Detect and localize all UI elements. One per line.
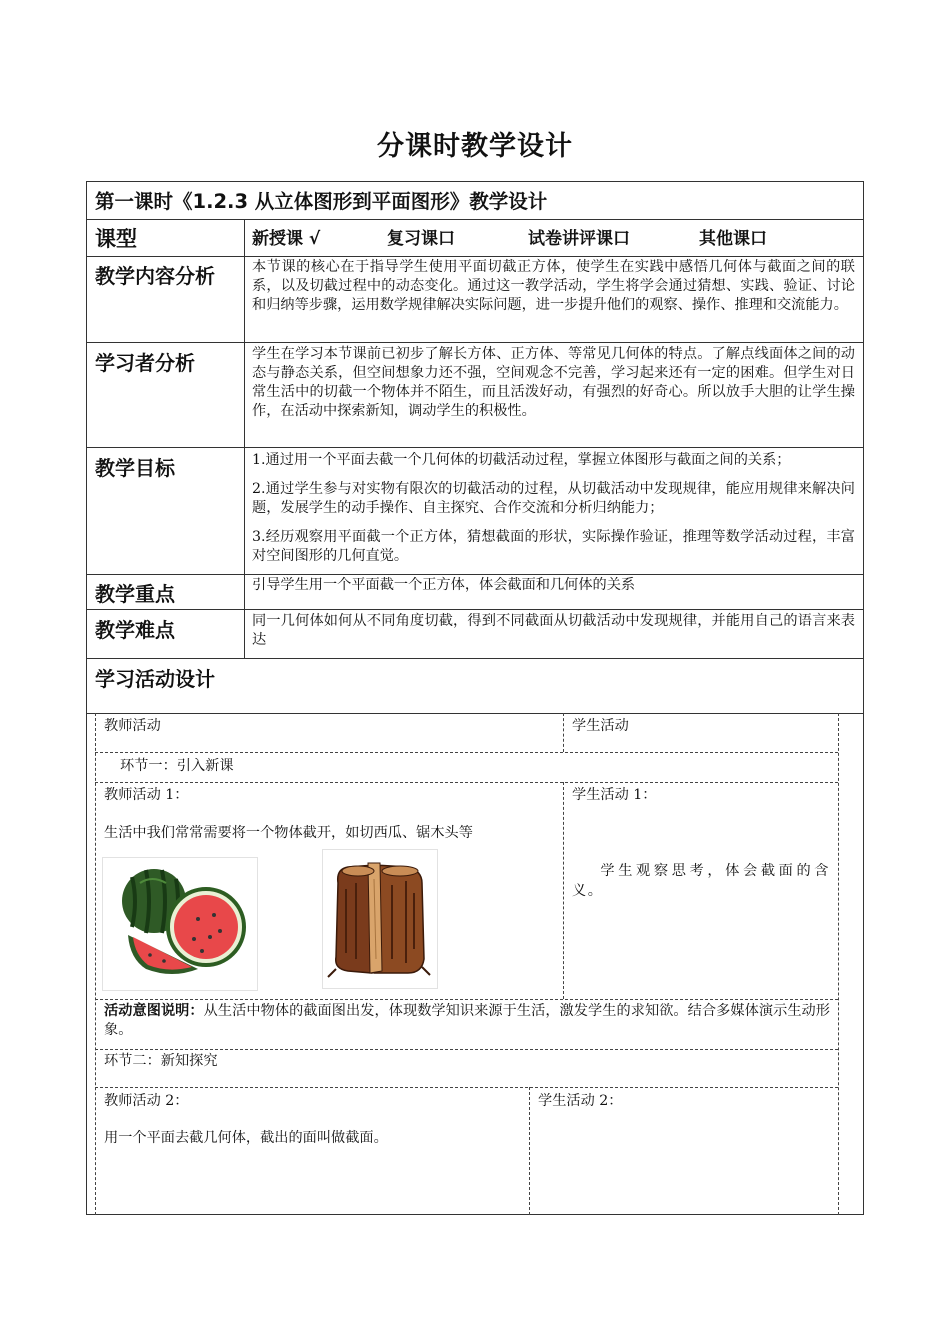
intent-label: 活动意图说明：: [104, 1003, 204, 1019]
activity-intent-note: [104, 1002, 830, 1040]
teacher-activity-1-text: 生活中我们常常需要将一个物体截开，如切西瓜、锯木头等: [104, 825, 473, 841]
dashed-rule: [95, 999, 838, 1000]
dashed-rule: [563, 782, 564, 999]
row-divider: [86, 447, 864, 448]
learner-analysis-label: 学习者分析: [95, 351, 195, 375]
student-activity-header: 学生活动: [572, 718, 629, 734]
objective-3: 3.经历观察用平面截一个正方体，猜想截面的形状，实际操作验证，推理等数学活动过程，丰富对空间图形的几何直觉。: [252, 529, 855, 564]
objective-1: 1.通过用一个平面去截一个几何体的切截活动过程，掌握立体图形与截面之间的关系；: [252, 452, 791, 468]
dashed-rule: [529, 1087, 530, 1215]
student-activity-1-text: 学生观察思考，体会截面的含义。: [572, 863, 830, 899]
objectives-label: 教学目标: [95, 456, 175, 480]
key-point-text: 引导学生用一个平面截一个正方体，体会截面和几何体的关系: [252, 577, 636, 593]
dashed-rule: [95, 1087, 838, 1088]
dashed-rule: [563, 713, 564, 752]
dashed-rule: [838, 713, 839, 1215]
wood-log-image: [322, 849, 438, 989]
difficulty-text: 同一几何体如何从不同角度切截，得到不同截面从切截活动中发现规律，并能用自己的语言来表达: [252, 613, 855, 648]
teacher-activity-header: 教师活动: [104, 718, 161, 734]
row-divider: [86, 658, 864, 659]
stage-2-title: 环节二：新知探究: [104, 1053, 218, 1069]
course-type-other: 其他课口: [699, 229, 767, 249]
stage-1-title: 环节一：引入新课: [120, 758, 234, 774]
learner-analysis-text: 学生在学习本节课前已初步了解长方体、正方体、等常见几何体的特点。了解点线面体之间的动态与静态关系，但空间想象力还不强，空间观念不完善，学习起来还有一定的困难。但学生对日常生活中的切截一个物体并不陌生，而且活泼好动，有强烈的好奇心。所以放手大胆的让学生操作，在活动中探索新知，调动学生的积极性。: [252, 346, 855, 419]
content-analysis-text: 本节课的核心在于指导学生使用平面切截正方体，使学生在实践中感悟几何体与截面之间的联系，以及切截过程中的动态变化。通过这一教学活动，学生将学会通过猜想、实践、验证、讨论和归纳等步骤，运用数学规律解决实际问题，进一步提升他们的观察、操作、推理和交流能力。: [252, 259, 855, 313]
row-divider: [86, 574, 864, 575]
student-activity-1-title: 学生活动 1：: [572, 787, 657, 803]
row-divider: [86, 713, 864, 714]
intent-text: 从生活中物体的截面图出发，体现数学知识来源于生活，激发学生的求知欲。结合多媒体演示生动形象。: [104, 1003, 830, 1038]
dashed-rule: [95, 1049, 838, 1050]
row-divider: [86, 342, 864, 343]
row-divider: [86, 256, 864, 257]
page-title: 分课时教学设计: [377, 131, 573, 162]
course-type-new: 新授课 √: [252, 229, 321, 249]
lesson-title: 第一课时《1.2.3 从立体图形到平面图形》教学设计: [95, 190, 548, 213]
activity-design-label: 学习活动设计: [95, 667, 215, 691]
teacher-activity-1-title: 教师活动 1：: [104, 787, 189, 803]
objective-2: 2.通过学生参与对实物有限次的切截活动的过程，从切截活动中发现规律，能应用规律来解决问题，发展学生的动手操作、自主探究、合作交流和分析归纳能力；: [252, 481, 855, 516]
teacher-activity-2-title: 教师活动 2：: [104, 1093, 189, 1109]
course-type-label: 课型: [95, 227, 137, 251]
course-type-review: 复习课口: [387, 229, 455, 249]
teacher-activity-2-text: 用一个平面去截几何体，截出的面叫做截面。: [104, 1130, 388, 1146]
column-divider: [244, 219, 245, 658]
content-analysis-label: 教学内容分析: [95, 264, 215, 288]
key-point-label: 教学重点: [95, 582, 175, 606]
row-divider: [86, 219, 864, 220]
student-activity-2-title: 学生活动 2：: [538, 1093, 623, 1109]
row-divider: [86, 609, 864, 610]
dashed-rule: [95, 782, 838, 783]
difficulty-label: 教学难点: [95, 618, 175, 642]
dashed-rule: [95, 713, 96, 1215]
watermelon-image: [102, 857, 258, 991]
dashed-rule: [95, 752, 838, 753]
course-type-exam-review: 试卷讲评课口: [528, 229, 630, 249]
